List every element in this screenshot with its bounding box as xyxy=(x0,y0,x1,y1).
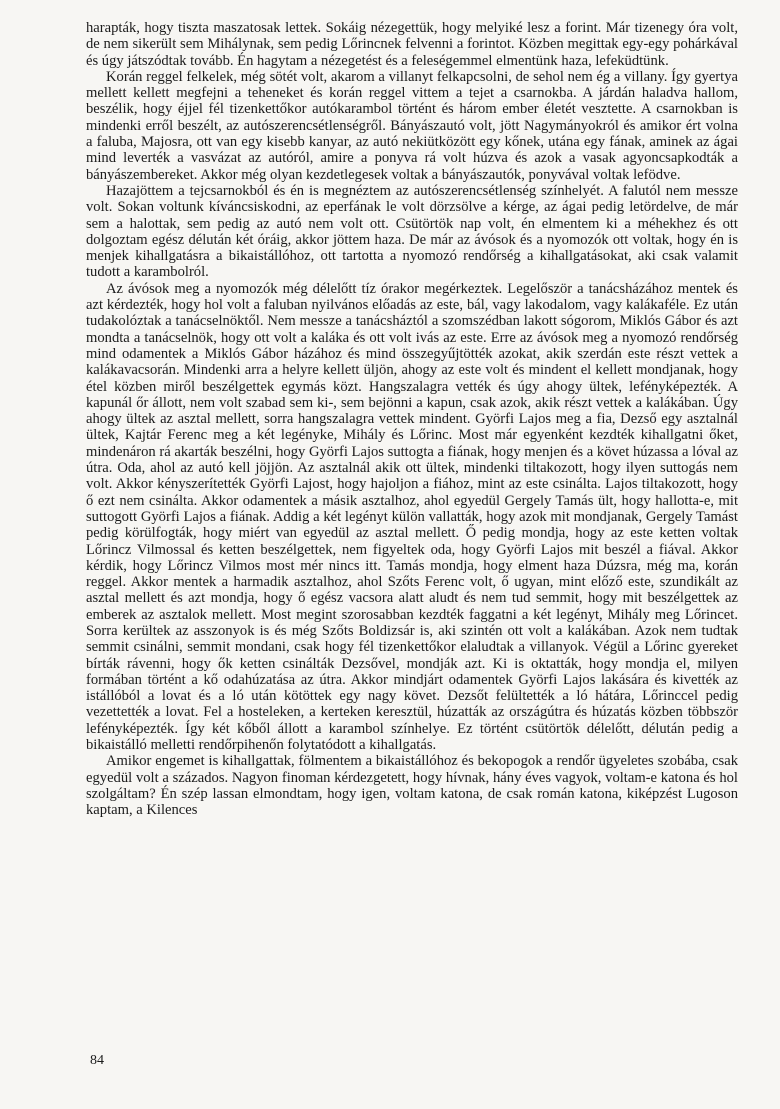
paragraph-5: Amikor engemet is kihallgattak, fölmentem a bikaistállóhoz és bekopogok a rendőr ügyeletes szobába, csak egyedül volt a százados. Nagyon finoman kérdezgetett, hogy hívnak, hány éves vagyok, voltam-e katona és hol szolgáltam? Én szép lassan elmondtam, hogy igen, voltam katona, de csak román katona, kiképzést Lugoson kaptam, a Kilences xyxy=(86,753,738,819)
paragraph-2: Korán reggel felkelek, még sötét volt, akarom a villanyt felkapcsolni, de sehol nem ég a villany. Így gyertya mellett kellett megfejni a teheneket és korán reggel vittem a tejet a csarnokba. A járdán haladva hallom, beszélik, hogy éjjel fél tizenkettőkor autókarambol történt és három ember életét vesztette. A csarnokban is mindenki erről beszélt, az autószerencsétlenségről. Bányászautó volt, jött Nagymányokról és amikor ért volna a faluba, Majosra, ott van egy kisebb kanyar, az autó nekiütközött egy kőnek, utána egy fának, aminek az ágai mind leverték a vasvázat az autóról, amire a ponyva rá volt húzva és azok a vasak agyoncsapkodták a bányászembereket. Akkor még olyan kezdetlegesek voltak a bányászautók, ponyvával voltak lefödve. xyxy=(86,68,738,183)
page-number: 84 xyxy=(90,1053,104,1068)
paragraph-1: harapták, hogy tiszta maszatosak lettek. Sokáig nézegettük, hogy melyiké lesz a forint. Már tizenegy óra volt, de nem sikerült sem Mihálynak, sem pedig Lőrincnek felvenni a forintot. Közben megittak egy-egy pohárkával és úgy játszódtak tovább. Én hagytam a nézegetést és a feleségemmel elmentünk haza, lefeküdtünk. xyxy=(86,20,738,69)
paragraph-4: Az ávósok meg a nyomozók még délelőtt tíz órakor megérkeztek. Legelőször a tanácsházához mentek és azt kérdezték, hogy hol volt a faluban nyilvános előadás az este, bál, vagy lakodalom, vagy kalákaféle. Ez után tudakolóztak a tanácselnöktől. Nem messze a tanácsháztól a szomszédban lakott sógorom, Miklós Gábor és azt mondta a tanácselnök, hogy ott volt a kaláka és ott volt ivás az este. Erre az ávósok meg a nyomozó rendőrség mind odamentek a Miklós Gábor házához és mind összegyűjtötték azokat, akik szerdán este részt vettek a kalákavacsorán. Mindenki arra a helyre kellett üljön, ahogy az este volt és mindent el kellett mondjanak, hogy étel közben miről beszélgettek egymás közt. Hangszalagra vették és úgy ahogy ültek, lefényképezték. A kapunál őr állott, nem volt szabad sem ki-, sem bejönni a kapun, csak azok, akik részt vettek a kalákában. Úgy ahogy ültek az asztal mellett, sorra hangszalagra vettek mindent. Györfi Lajos meg a fia, Dezső egy asztalnál ültek, Kajtár Ferenc meg a két legényke, Mihály és Lőrinc. Most már egyenként kezdték kihallgatni őket, mindenáron rá akarták beszélni, hogy Györfi Lajos suttogta a fiának, hogy menjen és a követ húzassa a lóval az útra. Oda, ahol az autó kell jöjjön. Az asztalnál akik ott ültek, mindenki tiltakozott, hogy ilyen suttogás nem volt. Akkor kényszerítették Györfi Lajost, hogy hajoljon a fiához, mint az este csinálta. Lajos tiltakozott, hogy ő ezt nem csinálta. Akkor odamentek a másik asztalhoz, ahol egyedül Gergely Tamás ült, hogy hallotta-e, mit suttogott Györfi Lajos a fiának. Addig a két legényt külön vallatták, hogy azok mit mondjanak, Gergely Tamást pedig körülfogták, hogy miért van egyedül az asztal mellett. Ő pedig mondja, hogy az este ketten voltak Lőrincz Vilmossal és ketten beszélgettek, nem figyeltek oda, hogy Györfi Lajos mit beszél a fiával. Akkor kérdik, hogy Lőrincz Vilmos most mér nincs itt. Tamás mondja, hogy elment haza Dúzsra, még ma, korán reggel. Akkor mentek a harmadik asztalhoz, ahol Szőts Ferenc volt, ő ugyan, mint előző este, szundikált az asztal mellett és azt mondja, hogy ő egész vacsora alatt aludt és nem tud semmit, hogy mit beszélgettek az emberek az asztalok mellett. Most megint szorosabban kezdték faggatni a két legényt, Mihály meg Lőrincet. Sorra kerültek az asszonyok is és még Szőts Boldizsár is, aki szintén ott volt a kalákában. Azok nem tudtak semmit csinálni, semmit mondani, csak hogy fél tizenkettőkor elaludtak a villanyok. Végül a Lőrinc gyereket bírták rávenni, hogy ők ketten csinálták Dezsővel, mondják azt. Ki is oktatták, hogy mondja el, milyen formában történt a kő odahúzatása az útra. Akkor mindjárt odamentek Györfi Lajos lakására és kivették az istállóból a lovat és a ló után kötöttek egy nagy követ. Dezsőt felültették a ló hátára, Lőrinccel pedig vezettették a lovat. Fel a hosteleken, a kerteken keresztül, húzatták az országútra és húzatás közben többször lefényképezték. Így két kőből állott a karambol színhelye. Ez történt csütörtök délelőtt, délután pedig a bikaistálló melletti rendőrpihenőn folytatódott a kihallgatás. xyxy=(86,280,738,754)
paragraph-3: Hazajöttem a tejcsarnokból és én is megnéztem az autószerencsétlenség színhelyét. A falutól nem messze volt. Sokan voltunk kíváncsiskodni, az eperfának le volt dörzsölve a kérge, az ágai pedig letördelve, de már sem a halottak, sem pedig az autó nem volt ott. Csütörtök nap volt, én elmentem ki a méhekhez és ott dolgoztam egész délután két óráig, akkor jöttem haza. De már az ávósok és a nyomozók ott voltak, hogy én is menjek kihallgatásra a bikaistállóhoz, ott tartotta a nyomozó rendőrség a kihallgatásokat, aki csak valamit tudott a karambolról. xyxy=(86,182,738,281)
document-page xyxy=(86,20,738,819)
